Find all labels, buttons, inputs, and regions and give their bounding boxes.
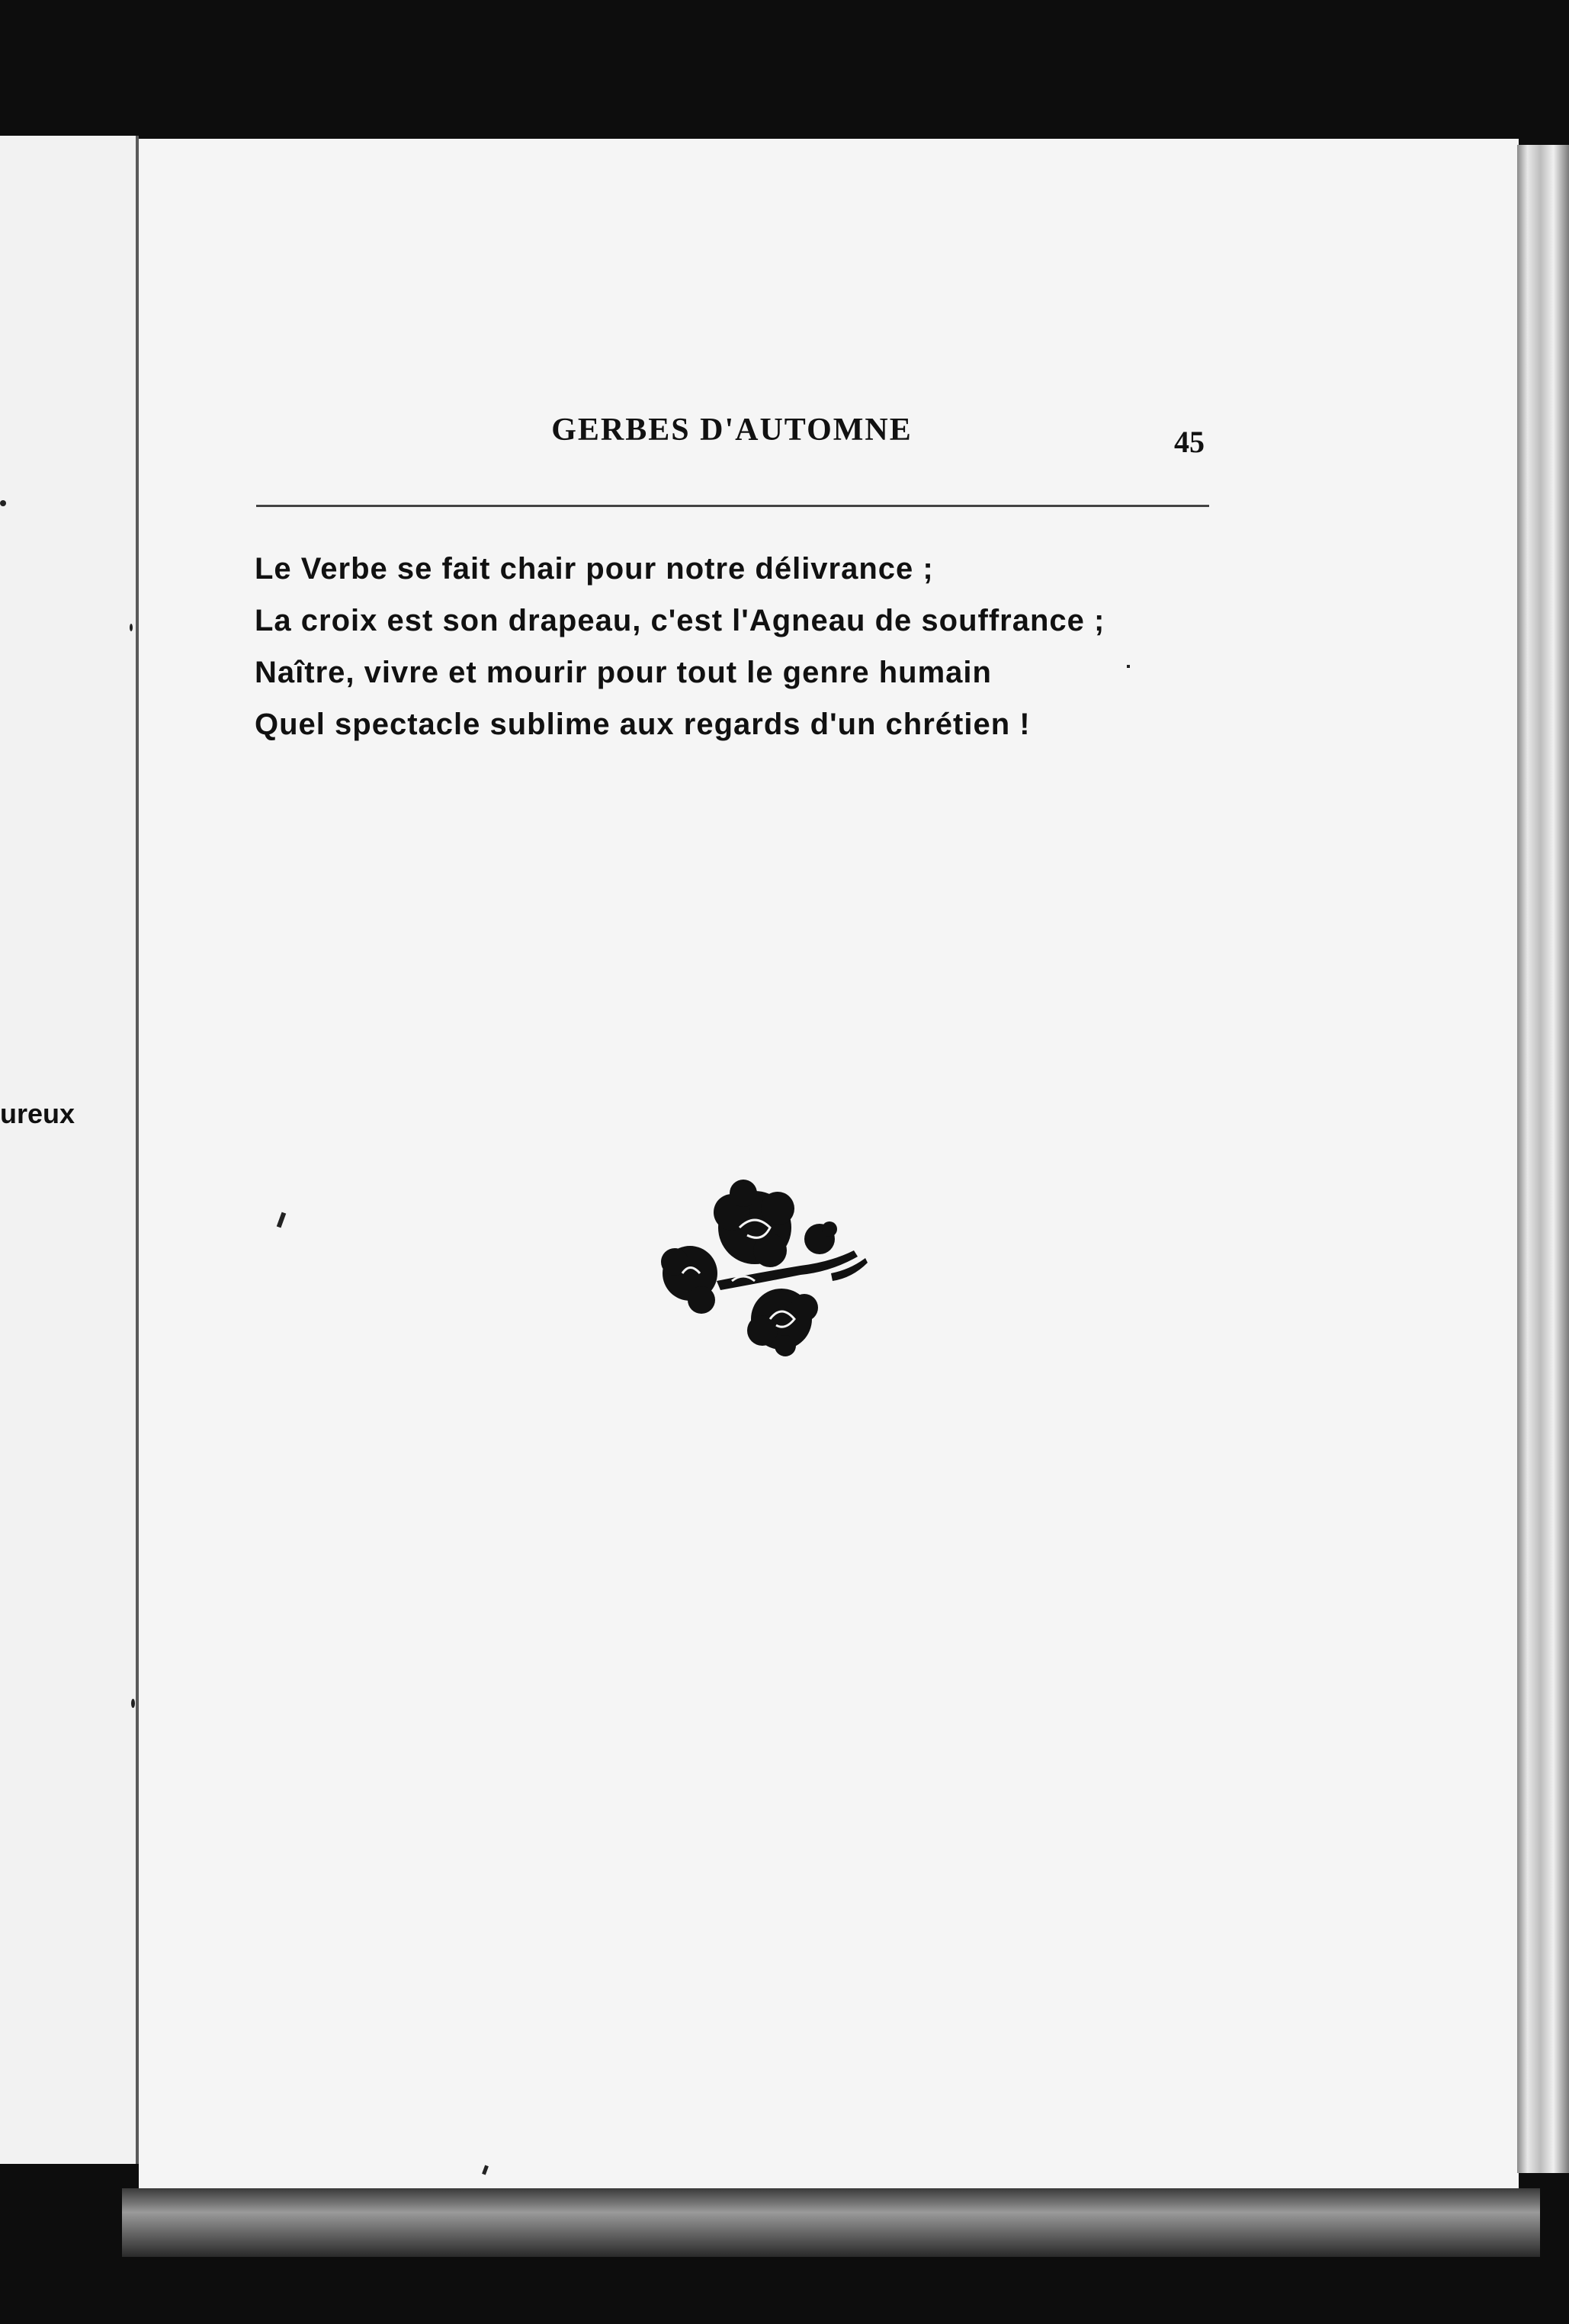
page-edge-stack xyxy=(1517,145,1569,2173)
verse-line: Le Verbe se fait chair pour notre délivrance ; xyxy=(255,552,934,586)
book-bottom-edge xyxy=(122,2188,1540,2257)
ink-speck xyxy=(1127,665,1130,668)
left-page-text-fragment: ureux xyxy=(0,1098,75,1129)
verse-line: Quel spectacle sublime aux regards d'un chrétien ! xyxy=(255,708,1031,741)
verse-line: La croix est son drapeau, c'est l'Agneau de souffrance ; xyxy=(255,604,1105,637)
ink-speck xyxy=(0,500,6,506)
header-rule xyxy=(256,505,1209,507)
page-number: 45 xyxy=(1174,425,1205,459)
verse-stanza xyxy=(255,543,1246,750)
ink-speck xyxy=(131,1699,135,1708)
left-facing-page xyxy=(0,136,139,2164)
running-header-title: GERBES D'AUTOMNE xyxy=(551,412,913,448)
verse-line: Naître, vivre et mourir pour tout le genre humain xyxy=(255,656,992,689)
floral-ornament-icon xyxy=(648,1174,869,1357)
ink-speck xyxy=(130,624,133,631)
